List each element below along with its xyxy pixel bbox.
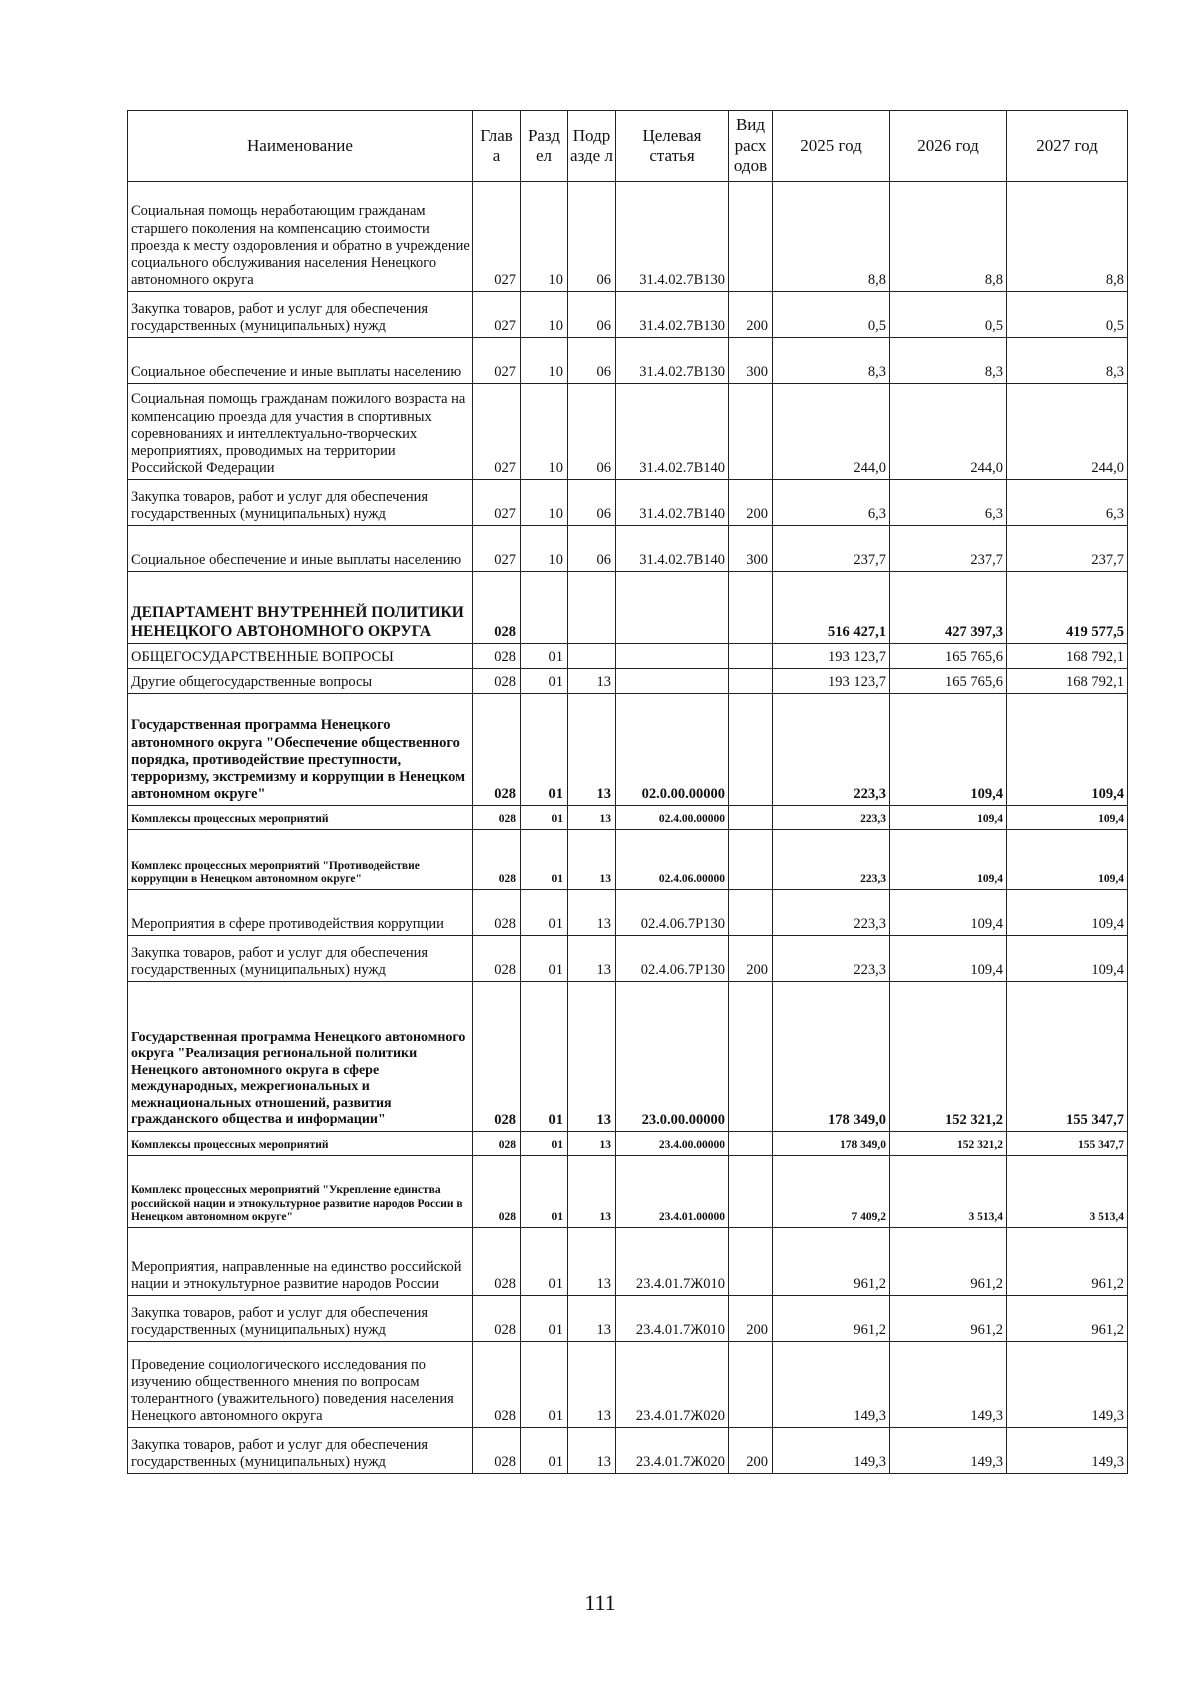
table-row	[128, 480, 1128, 526]
cell-glava: 028	[473, 1156, 521, 1228]
cell-name: Проведение социологического исследования по изучению общественного мнения по вопросам толерантного (уважительного) поведения населения Ненецкого автономного округа	[128, 1342, 473, 1428]
cell-y2025: 961,2	[773, 1228, 890, 1296]
cell-razdel: 01	[521, 669, 568, 694]
table-row	[128, 669, 1128, 694]
cell-y2025: 223,3	[773, 890, 890, 936]
cell-name: Мероприятия, направленные на единство российской нации и этнокультурное развитие народов России	[128, 1228, 473, 1296]
cell-y2025: 223,3	[773, 694, 890, 806]
cell-glava: 028	[473, 806, 521, 830]
cell-y2025: 223,3	[773, 806, 890, 830]
cell-y2027: 8,8	[1007, 182, 1128, 292]
cell-vid	[729, 572, 773, 644]
cell-podrazdel: 13	[568, 1342, 616, 1428]
cell-y2025: 223,3	[773, 936, 890, 982]
cell-vid	[729, 1156, 773, 1228]
cell-glava: 027	[473, 182, 521, 292]
cell-vid	[729, 890, 773, 936]
cell-razdel: 10	[521, 526, 568, 572]
cell-name: Закупка товаров, работ и услуг для обеспечения государственных (муниципальных) нужд	[128, 1296, 473, 1342]
table-row	[128, 1228, 1128, 1296]
cell-target: 23.4.01.00000	[616, 1156, 729, 1228]
cell-y2027: 0,5	[1007, 292, 1128, 338]
cell-razdel: 01	[521, 982, 568, 1132]
cell-name: ОБЩЕГОСУДАРСТВЕННЫЕ ВОПРОСЫ	[128, 644, 473, 669]
cell-podrazdel: 13	[568, 694, 616, 806]
cell-y2027: 419 577,5	[1007, 572, 1128, 644]
cell-name: Закупка товаров, работ и услуг для обеспечения государственных (муниципальных) нужд	[128, 936, 473, 982]
cell-y2027: 155 347,7	[1007, 982, 1128, 1132]
cell-y2027: 961,2	[1007, 1228, 1128, 1296]
cell-y2026: 109,4	[890, 936, 1007, 982]
cell-glava: 028	[473, 1342, 521, 1428]
cell-target: 23.4.01.7Ж010	[616, 1296, 729, 1342]
cell-vid	[729, 182, 773, 292]
cell-y2027: 109,4	[1007, 890, 1128, 936]
cell-glava: 027	[473, 480, 521, 526]
table-row	[128, 890, 1128, 936]
cell-target	[616, 572, 729, 644]
table-row	[128, 936, 1128, 982]
table-row	[128, 338, 1128, 384]
cell-y2027: 109,4	[1007, 694, 1128, 806]
cell-glava: 027	[473, 292, 521, 338]
cell-target: 31.4.02.7В130	[616, 292, 729, 338]
header-vid: Вид расх одов	[729, 111, 773, 182]
cell-razdel: 10	[521, 338, 568, 384]
cell-y2025: 7 409,2	[773, 1156, 890, 1228]
cell-podrazdel: 13	[568, 1228, 616, 1296]
cell-name: Комплексы процессных мероприятий	[128, 1132, 473, 1156]
table-row	[128, 572, 1128, 644]
cell-target: 02.4.06.7Р130	[616, 936, 729, 982]
cell-name: Закупка товаров, работ и услуг для обеспечения государственных (муниципальных) нужд	[128, 292, 473, 338]
cell-vid	[729, 1228, 773, 1296]
page-number: 111	[584, 1590, 616, 1615]
cell-podrazdel: 13	[568, 830, 616, 890]
header-name: Наименование	[128, 111, 473, 182]
cell-podrazdel: 06	[568, 384, 616, 480]
table-row	[128, 182, 1128, 292]
cell-vid: 300	[729, 526, 773, 572]
table-row	[128, 1132, 1128, 1156]
cell-podrazdel: 13	[568, 1296, 616, 1342]
cell-y2026: 165 765,6	[890, 644, 1007, 669]
cell-name: Закупка товаров, работ и услуг для обеспечения государственных (муниципальных) нужд	[128, 1428, 473, 1474]
cell-razdel: 01	[521, 1296, 568, 1342]
cell-vid	[729, 384, 773, 480]
cell-name: Государственная программа Ненецкого автономного округа "Реализация региональной политики Ненецкого автономного округа в сфере международных, межрегиональных и межнациональных отношений, развития гражданского общества и информации"	[128, 982, 473, 1132]
cell-glava: 028	[473, 1228, 521, 1296]
table-row	[128, 1296, 1128, 1342]
cell-podrazdel: 13	[568, 1156, 616, 1228]
cell-vid	[729, 669, 773, 694]
cell-podrazdel	[568, 644, 616, 669]
cell-podrazdel	[568, 572, 616, 644]
cell-y2025: 961,2	[773, 1296, 890, 1342]
cell-y2026: 8,3	[890, 338, 1007, 384]
cell-target: 23.4.00.00000	[616, 1132, 729, 1156]
table-row	[128, 526, 1128, 572]
cell-podrazdel: 13	[568, 982, 616, 1132]
table-header-row	[128, 111, 1128, 182]
cell-glava: 028	[473, 1296, 521, 1342]
cell-y2027: 168 792,1	[1007, 644, 1128, 669]
cell-glava: 028	[473, 1132, 521, 1156]
cell-glava: 028	[473, 982, 521, 1132]
cell-vid: 200	[729, 936, 773, 982]
table-row	[128, 1342, 1128, 1428]
cell-target: 23.4.01.7Ж020	[616, 1428, 729, 1474]
cell-glava: 028	[473, 936, 521, 982]
cell-name: Комплекс процессных мероприятий "Противодействие коррупции в Ненецком автономном округе"	[128, 830, 473, 890]
cell-target: 31.4.02.7В140	[616, 384, 729, 480]
cell-target: 31.4.02.7В130	[616, 182, 729, 292]
cell-vid: 200	[729, 292, 773, 338]
cell-vid	[729, 644, 773, 669]
cell-name: Государственная программа Ненецкого автономного округа "Обеспечение общественного порядка, противодействие преступности, терроризму, экстремизму и коррупции в Ненецком автономном округе"	[128, 694, 473, 806]
cell-glava: 028	[473, 890, 521, 936]
cell-vid	[729, 806, 773, 830]
cell-razdel: 10	[521, 292, 568, 338]
cell-target: 23.0.00.00000	[616, 982, 729, 1132]
table-row	[128, 644, 1128, 669]
cell-podrazdel: 06	[568, 526, 616, 572]
cell-y2025: 149,3	[773, 1342, 890, 1428]
cell-vid	[729, 1132, 773, 1156]
cell-name: Закупка товаров, работ и услуг для обеспечения государственных (муниципальных) нужд	[128, 480, 473, 526]
cell-podrazdel: 13	[568, 1428, 616, 1474]
header-podrazdel: Подр азде л	[568, 111, 616, 182]
cell-y2027: 237,7	[1007, 526, 1128, 572]
cell-y2027: 961,2	[1007, 1296, 1128, 1342]
table-row	[128, 1428, 1128, 1474]
cell-glava: 028	[473, 644, 521, 669]
cell-target: 02.0.00.00000	[616, 694, 729, 806]
cell-podrazdel: 13	[568, 890, 616, 936]
cell-razdel: 01	[521, 694, 568, 806]
table-row	[128, 830, 1128, 890]
cell-razdel: 01	[521, 1132, 568, 1156]
cell-razdel: 01	[521, 1342, 568, 1428]
cell-name: Другие общегосударственные вопросы	[128, 669, 473, 694]
cell-target	[616, 669, 729, 694]
cell-y2025: 223,3	[773, 830, 890, 890]
cell-razdel: 01	[521, 1428, 568, 1474]
cell-razdel: 10	[521, 182, 568, 292]
cell-vid	[729, 1342, 773, 1428]
cell-target: 31.4.02.7В140	[616, 480, 729, 526]
cell-target	[616, 644, 729, 669]
cell-name: Социальное обеспечение и иные выплаты населению	[128, 338, 473, 384]
cell-glava: 027	[473, 384, 521, 480]
cell-razdel: 01	[521, 806, 568, 830]
cell-podrazdel: 13	[568, 806, 616, 830]
cell-y2025: 237,7	[773, 526, 890, 572]
cell-target: 23.4.01.7Ж020	[616, 1342, 729, 1428]
cell-razdel: 01	[521, 1228, 568, 1296]
cell-podrazdel: 06	[568, 292, 616, 338]
table-row	[128, 694, 1128, 806]
cell-y2027: 109,4	[1007, 830, 1128, 890]
cell-y2026: 961,2	[890, 1228, 1007, 1296]
cell-razdel	[521, 572, 568, 644]
header-target: Целевая статья	[616, 111, 729, 182]
cell-name: Социальная помощь гражданам пожилого возраста на компенсацию проезда для участия в спортивных соревнованиях и интеллектуально-творческих мероприятиях, проводимых на территории Российской Федерации	[128, 384, 473, 480]
cell-vid	[729, 982, 773, 1132]
header-razdel: Разд ел	[521, 111, 568, 182]
cell-podrazdel: 13	[568, 936, 616, 982]
header-2026: 2026 год	[890, 111, 1007, 182]
cell-glava: 027	[473, 526, 521, 572]
cell-glava: 028	[473, 830, 521, 890]
cell-y2027: 168 792,1	[1007, 669, 1128, 694]
cell-razdel: 01	[521, 890, 568, 936]
cell-y2026: 152 321,2	[890, 982, 1007, 1132]
cell-y2026: 961,2	[890, 1296, 1007, 1342]
cell-glava: 028	[473, 1428, 521, 1474]
header-2025: 2025 год	[773, 111, 890, 182]
cell-y2026: 109,4	[890, 830, 1007, 890]
cell-y2025: 178 349,0	[773, 1132, 890, 1156]
cell-podrazdel: 13	[568, 1132, 616, 1156]
cell-glava: 028	[473, 669, 521, 694]
cell-y2025: 178 349,0	[773, 982, 890, 1132]
cell-y2026: 3 513,4	[890, 1156, 1007, 1228]
cell-podrazdel: 13	[568, 669, 616, 694]
cell-podrazdel: 06	[568, 480, 616, 526]
cell-y2025: 0,5	[773, 292, 890, 338]
cell-y2026: 8,8	[890, 182, 1007, 292]
cell-name: Комплексы процессных мероприятий	[128, 806, 473, 830]
budget-table	[127, 110, 1128, 1474]
cell-y2025: 149,3	[773, 1428, 890, 1474]
cell-y2025: 516 427,1	[773, 572, 890, 644]
cell-razdel: 01	[521, 830, 568, 890]
cell-y2026: 244,0	[890, 384, 1007, 480]
cell-y2025: 244,0	[773, 384, 890, 480]
header-2027: 2027 год	[1007, 111, 1128, 182]
cell-name: ДЕПАРТАМЕНТ ВНУТРЕННЕЙ ПОЛИТИКИ НЕНЕЦКОГО АВТОНОМНОГО ОКРУГА	[128, 572, 473, 644]
table-row	[128, 806, 1128, 830]
cell-y2025: 8,3	[773, 338, 890, 384]
table-row	[128, 1156, 1128, 1228]
cell-y2026: 237,7	[890, 526, 1007, 572]
cell-y2027: 8,3	[1007, 338, 1128, 384]
cell-y2025: 8,8	[773, 182, 890, 292]
cell-glava: 028	[473, 694, 521, 806]
cell-y2026: 165 765,6	[890, 669, 1007, 694]
cell-vid: 200	[729, 480, 773, 526]
table-body	[128, 182, 1128, 1474]
cell-vid	[729, 694, 773, 806]
cell-razdel: 01	[521, 1156, 568, 1228]
cell-target: 02.4.06.7Р130	[616, 890, 729, 936]
cell-target: 31.4.02.7В130	[616, 338, 729, 384]
cell-target: 23.4.01.7Ж010	[616, 1228, 729, 1296]
cell-vid: 300	[729, 338, 773, 384]
cell-y2026: 152 321,2	[890, 1132, 1007, 1156]
table-row	[128, 292, 1128, 338]
cell-podrazdel: 06	[568, 338, 616, 384]
cell-name: Социальное обеспечение и иные выплаты населению	[128, 526, 473, 572]
cell-name: Комплекс процессных мероприятий "Укрепление единства российской нации и этнокультурное развитие народов России в Ненецком автономном округе"	[128, 1156, 473, 1228]
cell-y2025: 6,3	[773, 480, 890, 526]
cell-vid: 200	[729, 1428, 773, 1474]
table-row	[128, 384, 1128, 480]
cell-podrazdel: 06	[568, 182, 616, 292]
cell-y2027: 244,0	[1007, 384, 1128, 480]
cell-y2027: 149,3	[1007, 1342, 1128, 1428]
cell-name: Мероприятия в сфере противодействия коррупции	[128, 890, 473, 936]
table-row	[128, 982, 1128, 1132]
cell-y2026: 109,4	[890, 694, 1007, 806]
cell-razdel: 10	[521, 384, 568, 480]
header-glava: Глав а	[473, 111, 521, 182]
cell-y2026: 6,3	[890, 480, 1007, 526]
cell-y2026: 0,5	[890, 292, 1007, 338]
cell-y2026: 427 397,3	[890, 572, 1007, 644]
cell-y2025: 193 123,7	[773, 644, 890, 669]
cell-glava: 027	[473, 338, 521, 384]
cell-target: 02.4.06.00000	[616, 830, 729, 890]
cell-razdel: 01	[521, 936, 568, 982]
cell-y2027: 109,4	[1007, 936, 1128, 982]
cell-razdel: 10	[521, 480, 568, 526]
cell-y2026: 109,4	[890, 890, 1007, 936]
cell-y2027: 3 513,4	[1007, 1156, 1128, 1228]
cell-name: Социальная помощь неработающим гражданам старшего поколения на компенсацию стоимости проезда к месту оздоровления и обратно в учреждение социального обслуживания населения Ненецкого автономного округа	[128, 182, 473, 292]
cell-y2026: 149,3	[890, 1428, 1007, 1474]
cell-y2027: 109,4	[1007, 806, 1128, 830]
cell-y2026: 109,4	[890, 806, 1007, 830]
cell-vid	[729, 830, 773, 890]
cell-target: 02.4.00.00000	[616, 806, 729, 830]
cell-glava: 028	[473, 572, 521, 644]
cell-y2025: 193 123,7	[773, 669, 890, 694]
cell-y2027: 149,3	[1007, 1428, 1128, 1474]
cell-vid: 200	[729, 1296, 773, 1342]
cell-y2026: 149,3	[890, 1342, 1007, 1428]
cell-y2027: 155 347,7	[1007, 1132, 1128, 1156]
cell-razdel: 01	[521, 644, 568, 669]
cell-target: 31.4.02.7В140	[616, 526, 729, 572]
cell-y2027: 6,3	[1007, 480, 1128, 526]
